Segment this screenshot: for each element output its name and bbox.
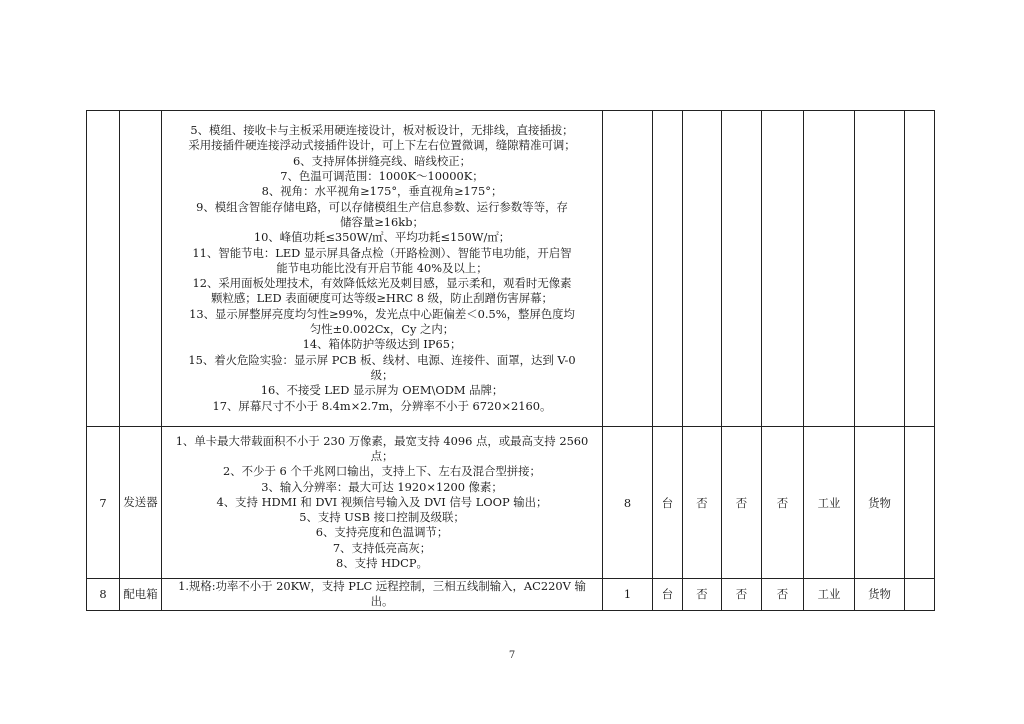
description-line: 匀性±0.002Cx，Cy 之内；: [309, 322, 455, 337]
description-line: 9、模组含智能存储电路，可以存储模组生产信息参数、运行参数等等，存: [196, 199, 568, 214]
description-line: 8、视角：水平视角≥175°，垂直视角≥175°；: [261, 184, 503, 199]
unit-cell: 台: [653, 427, 683, 579]
table-row: [87, 427, 935, 579]
description-line: 6、支持屏体拼缝亮线、暗线校正；: [292, 153, 472, 168]
description-line: 7、色温可调范围：1000K～10000K；: [280, 169, 484, 184]
quantity-cell: 8: [603, 427, 653, 579]
quantity-cell: 1: [603, 579, 653, 611]
flag-cell-3: [762, 111, 804, 427]
category-cell: [804, 111, 855, 427]
description-line: 采用接插件硬连接浮动式接插件设计，可上下左右位置微调，缝隙精准可调；: [188, 138, 576, 153]
type-cell: [855, 111, 905, 427]
description-line: 1、单卡最大带载面积不小于 230 万像素，最宽支持 4096 点，或最高支持 2560: [175, 433, 589, 448]
spec-table: [86, 110, 935, 611]
extra-cell: [905, 111, 935, 427]
flag-cell-2: 否: [722, 427, 762, 579]
item-number-cell: 8: [87, 579, 120, 611]
description-line: 17、屏幕尺寸不小于 8.4m×2.7m，分辨率不小于 6720×2160。: [212, 398, 552, 413]
description-line: 6、支持亮度和色温调节；: [315, 525, 449, 540]
flag-cell-2: 否: [722, 579, 762, 611]
description-line: 颗粒感；LED 表面硬度可达等级≥HRC 8 级，防止刮蹭伤害屏幕；: [211, 291, 553, 306]
flag-cell-1: 否: [683, 427, 722, 579]
quantity-cell: [603, 111, 653, 427]
item-number-cell: [87, 111, 120, 427]
extra-cell: [905, 427, 935, 579]
page-number: 7: [508, 650, 516, 661]
description-line: 点；: [370, 448, 394, 463]
flag-cell-3: 否: [762, 579, 804, 611]
description-line: 7、支持低亮高灰；: [332, 540, 432, 555]
description-line: 14、箱体防护等级达到 IP65；: [302, 337, 462, 352]
flag-cell-3: 否: [762, 427, 804, 579]
description-line: 1.规格:功率不小于 20KW，支持 PLC 远程控制，三相五线制输入，AC220V 输: [178, 579, 586, 593]
description-line: 5、模组、接收卡与主板采用硬连接设计，板对板设计，无排线，直接插拔；: [190, 123, 574, 138]
description-cell: [162, 427, 603, 579]
category-cell: 工业: [804, 427, 855, 579]
type-cell: 货物: [855, 579, 905, 611]
description-line: 2、不少于 6 个千兆网口输出，支持上下、左右及混合型拼接；: [223, 464, 541, 479]
description-cell: [162, 579, 603, 611]
spec-table-body: [87, 111, 935, 611]
description-line: 15、着火危险实验：显示屏 PCB 板、线材、电源、连接件、面罩，达到 V-0: [188, 352, 576, 367]
description-line: 12、采用面板处理技术，有效降低炫光及刺目感，显示柔和，观看时无像素: [192, 276, 572, 291]
description-line: 5、支持 USB 接口控制及级联；: [299, 510, 465, 525]
description-line: 10、峰值功耗≤350W/㎡、平均功耗≤150W/㎡；: [253, 230, 511, 245]
description-line: 8、支持 HDCP。: [336, 556, 428, 571]
description-line: 11、智能节电：LED 显示屏具备点检（开路检测）、智能节电功能，开启智: [192, 245, 572, 260]
type-cell: 货物: [855, 427, 905, 579]
unit-cell: 台: [653, 579, 683, 611]
flag-cell-1: [683, 111, 722, 427]
description-line: 13、显示屏整屏亮度均匀性≥99%，发光点中心距偏差＜0.5%，整屏色度均: [189, 306, 575, 321]
category-cell: 工业: [804, 579, 855, 611]
description-line: 4、支持 HDMI 和 DVI 视频信号输入及 DVI 信号 LOOP 输出；: [216, 494, 548, 509]
item-name-cell: 配电箱: [120, 579, 162, 611]
extra-cell: [905, 579, 935, 611]
description-line: 16、不接受 LED 显示屏为 OEM\ODM 品牌；: [260, 383, 504, 398]
description-line: 3、输入分辨率：最大可达 1920×1200 像素；: [261, 479, 503, 494]
description-cell: [162, 111, 603, 427]
description-line: 级；: [370, 367, 394, 382]
item-name-cell: 发送器: [120, 427, 162, 579]
description-line: 储容量≥16kb；: [340, 214, 424, 229]
unit-cell: [653, 111, 683, 427]
table-row: [87, 111, 935, 427]
item-number-cell: 7: [87, 427, 120, 579]
description-line: 出。: [370, 594, 394, 609]
table-row: [87, 579, 935, 611]
flag-cell-2: [722, 111, 762, 427]
flag-cell-1: 否: [683, 579, 722, 611]
description-line: 能节电功能比没有开启节能 40%及以上；: [276, 260, 488, 275]
item-name-cell: [120, 111, 162, 427]
